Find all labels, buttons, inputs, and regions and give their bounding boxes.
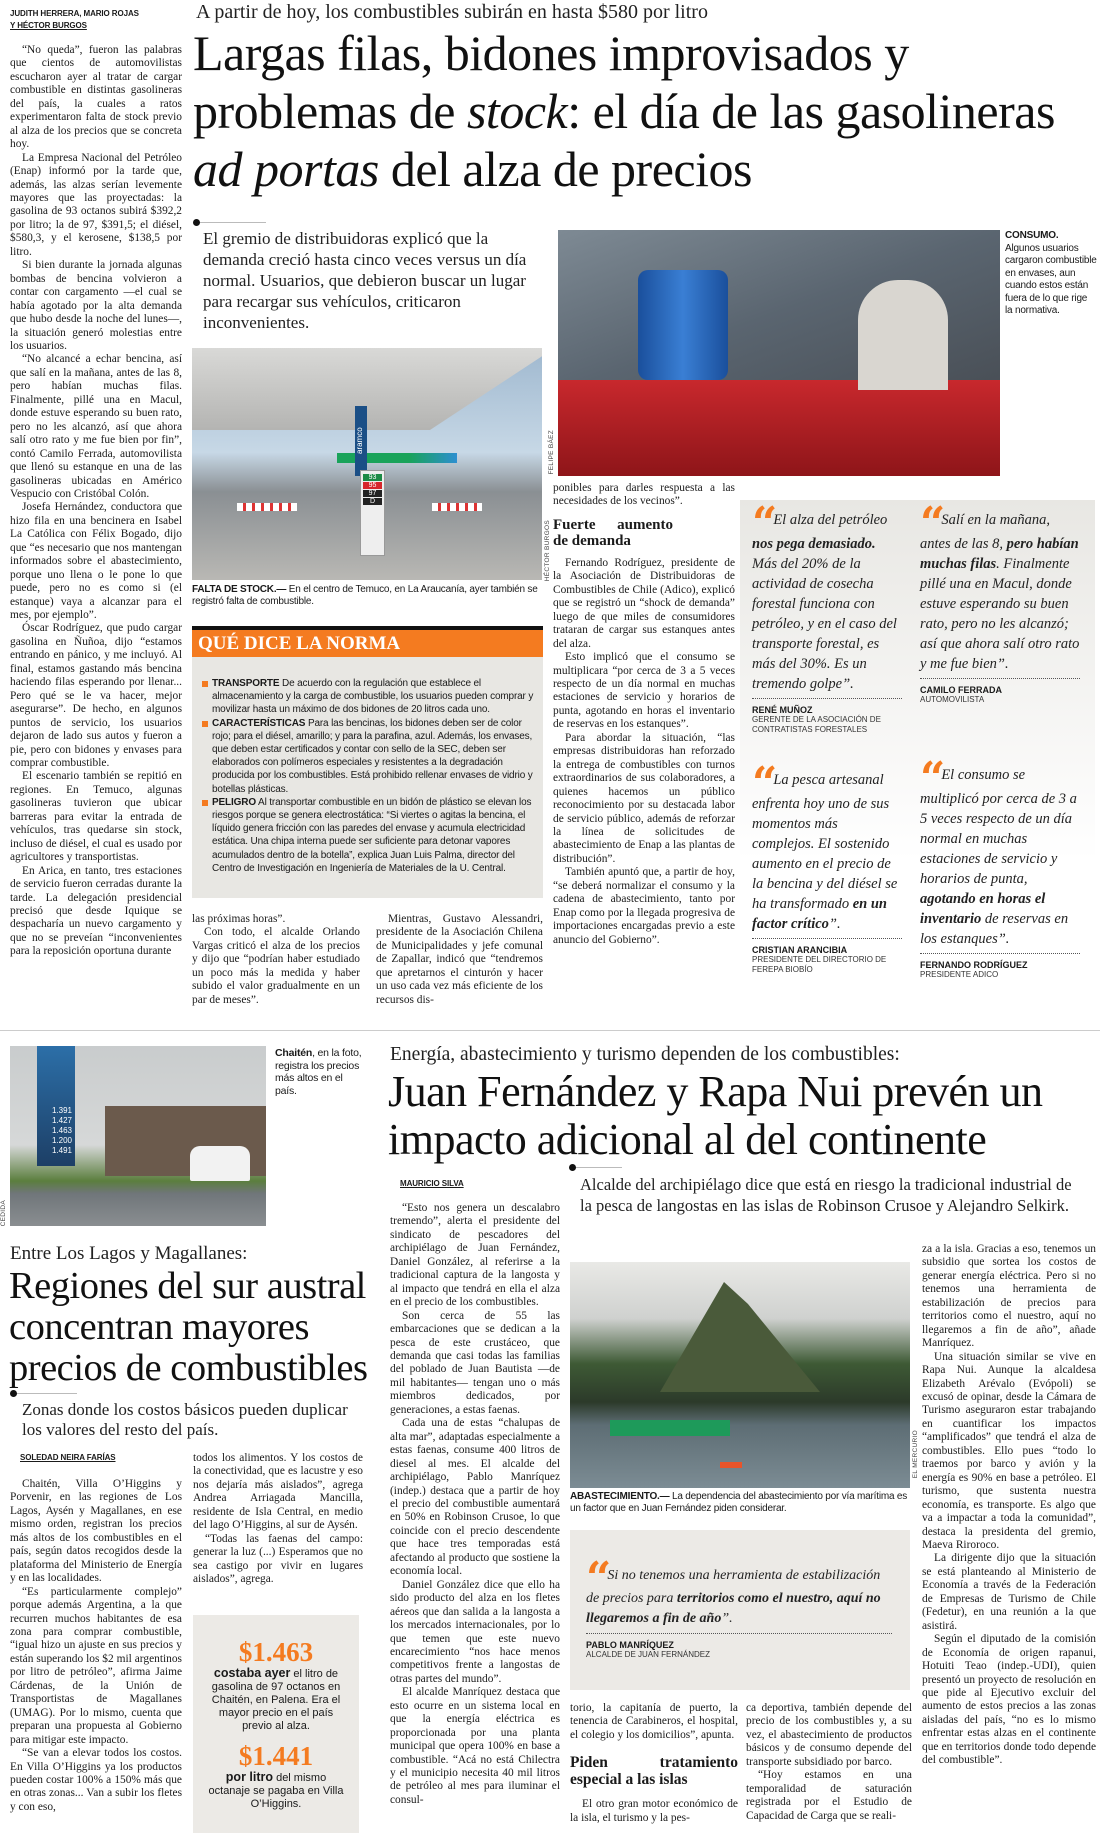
paragraph: Si bien durante la jornada algunas bombas de bencina volvieron a contar con cargamento —el cual se había agotado por la alta demanda que hubo desde la noche del lunes—, la situación generó molestias entre los usuarios. (10, 259, 182, 352)
article-column (10, 1478, 182, 1814)
factbox-text: por litro del mismo octanaje se pagaba en Villa O’Higgins. (208, 1770, 344, 1810)
norma-item (202, 717, 535, 796)
paragraph: Mientras, Gustavo Alessandri, presidente de la Asociación Chilena de Municipalidades y jefe comunal de Zapallar, indicó que “tendremos que apretarnos el cinturón y hacer un uso cada vez más eficiente de los recursos dis- (376, 913, 543, 1006)
price-value: 1.491 (51, 1146, 72, 1155)
deck: Zonas donde los costos básicos pueden duplicar los valores del resto del país. (22, 1400, 348, 1439)
norma-item-label: TRANSPORTE (212, 678, 280, 689)
quote-block (752, 758, 902, 974)
norma-item (202, 677, 535, 717)
pump-label: 95 (363, 482, 382, 489)
paragraph: ponibles para darles respuesta a las necesidades de los vecinos”. (553, 482, 735, 508)
divider (752, 938, 902, 939)
paragraph: Son cerca de 55 las embarcaciones que se dedican a la pesca de este crustáceo, que demanda que casi todas las familias del poblado de Juan Bautista —de mil habitantes— tengan uno o más miembros dedicados, por generaciones, a estas faenas. (390, 1309, 560, 1416)
paragraph: “Es particularmente complejo” porque además Argentina, a la que recurren muchos habitantes de esa zona para comprar combustible, “igual hizo un ajuste en sus precios y están superando los $2 mil argentinos por litro de petróleo”, afirma Jaime Cárdenas, de la Unión de Transportistas de Magallanes (UMAG). Por lo mismo, cuenta que preparan una propuesta al Gobierno para mitigar este impacto. (10, 1585, 182, 1746)
norma-item (202, 796, 535, 875)
norma-item-label: PELIGRO (212, 796, 256, 808)
byline: MAURICIO SILVA (400, 1179, 464, 1188)
quote-text: “ El consumo se multiplicó por cerca de 3 a 5 veces respecto de un día normal en muchas estaciones de servicio y horarios de punta, agotando en horas el inventario de reservas en los estanques”. (920, 753, 1077, 947)
norma-item-text: Para las bencinas, los bidones deben ser de color rojo; para el diésel, amarillo; y para la parafina, azul. Además, los envases, que deben estar certificados y contar con sello de la SEC, deben ser elaborados con polímeros especiales y resistentes a la degradación producida por los combustibles. Está prohibido rellenar envases de vidrio y botellas plásticas. (212, 717, 533, 795)
divider (920, 953, 1080, 954)
article-column (192, 913, 360, 1007)
paragraph: Con todo, el alcalde Orlando Vargas criticó el alza de los precios y dijo que “podrían haber estudiado un poco más la medida y haber subido el valor gradualmente en un par de meses”. (192, 926, 360, 1006)
price-value: 1.391 (51, 1106, 72, 1115)
paragraph: “No queda”, fueron las palabras que cientos de automovilistas escucharon ayer al tratar de cargar combustible en distintas gasolineras del país, la cuales a ratos experimentaron falta de stock previo al alza de los precios que se concreta hoy. (10, 44, 182, 151)
article-column (746, 1702, 912, 1823)
paragraph: “Esto nos genera un descalabro tremendo”, alerta el presidente del sindicato de pescadores del archipiélago de Juan Fernández, Daniel González, al referirse a la tradicional captura de la langosta y al impacto que tendrá en ella el alza en el precio de los combustibles. (390, 1202, 560, 1309)
boat (720, 1462, 742, 1468)
quote-role: AUTOMOVILISTA (920, 695, 985, 704)
quote-mark-icon: “ (586, 1553, 606, 1604)
paragraph: La Empresa Nacional del Petróleo (Enap) informó por la tarde que, además, las alzas serían levemente mayores que las proyectadas: la gasolina de 93 octanos subirá $392,2 por litro; la de 97, $391,5; el diésel, $580,3, y el kerosene, $138,5 por litro. (10, 151, 182, 258)
gas-station-photo (192, 348, 542, 580)
paragraphs (553, 557, 735, 947)
headline-italic: stock (466, 83, 568, 139)
photo-credit: FELIPE BÁEZ (548, 430, 555, 475)
article-column (922, 1243, 1096, 1768)
paragraph: las próximas horas”. (192, 913, 286, 925)
headline: Juan Fernández y Rapa Nui prevén un impacto adicional al del continente (388, 1067, 1043, 1164)
barrier (237, 503, 297, 511)
deck-rule (196, 222, 266, 223)
paragraph: za a la isla. Gracias a eso, tenemos un subsidio que sortea los costos de generar energía eléctrica. Pero si no tenemos una herramienta de estabilización de precios para territorios como el nuestro, aquí no llegaremos a fin de año”, añade Manríquez. (922, 1243, 1096, 1350)
paragraphs (570, 1798, 738, 1825)
quote-text: “ La pesca artesanal enfrenta hoy uno de sus momentos más complejos. El sostenido aumento en el precio de la bencina y del diésel se ha transformado en un factor crítico”. (752, 758, 898, 932)
quote-box (570, 1530, 910, 1690)
quote-block (752, 498, 902, 734)
caption-label: ABASTECIMIENTO.— (570, 1491, 670, 1502)
quote-mark-icon: “ (752, 758, 772, 809)
truck-refuel-photo (558, 230, 1000, 476)
quote-mark-icon: “ (920, 498, 940, 549)
section-divider (0, 1030, 1100, 1031)
divider (920, 678, 1080, 679)
price-sign (37, 1046, 75, 1166)
paragraph: torio, la capitanía de puerto, la tenencia de Carabineros, el hospital, el colegio y los domicilios”, apunta. (570, 1702, 738, 1741)
price-factbox (193, 1615, 359, 1833)
caption-label: CONSUMO. (1005, 230, 1059, 241)
paragraph: ca deportiva, también depende del precio de los combustibles y, a su vez, el abastecimiento de productos básicos y de consumo depende del transporte subsidiado por barco. (746, 1702, 912, 1768)
pump-label: 97 (363, 490, 382, 497)
quote-mark-icon: “ (752, 498, 772, 549)
paragraph: El alcalde Manríquez destaca que esto ocurre en un sistema local en que la energía eléctrica es proporcionada por una planta municipal que opera 100% en base a combustible. “Acá no está Chilectra y el municipio necesita 40 mil litros de petróleo al mes para iluminar el consul- (390, 1686, 560, 1806)
kicker: A partir de hoy, los combustibles subirán en hasta $580 por litro (196, 1, 708, 23)
article-column (390, 1202, 560, 1807)
photo-caption (275, 1047, 367, 1097)
divider (586, 1633, 892, 1634)
paragraph: La dirigente dijo que la situación se está planteando al Ministerio de Economía a través de la Federación de Empresas de Turismo de Chile (Fedetur), en una reunión a la que asistirá. (922, 1552, 1096, 1632)
pump-label: D (363, 498, 382, 505)
quote-mark-icon: “ (920, 753, 940, 804)
quote-text: “ Salí en la mañana, antes de las 8, pero habían muchas filas. Finalmente pillé una en Macul, donde estuve esperando su buen rato, pero no les alcanzó; así que ahora salí otro rato y me fue bien”. (920, 498, 1080, 672)
quote-role: GERENTE DE LA ASOCIACIÓN DE CONTRATISTAS FORESTALES (752, 715, 881, 734)
deck: El gremio de distribuidoras explicó que la demanda creció hasta cinco veces versus un día normal. Usuarios, que debieron buscar un lugar para recargar sus vehículos, criticaron inconvenientes. (203, 229, 527, 332)
deck: Alcalde del archipiélago dice que está en riesgo la tradicional industrial de la pesca de langostas en las islas de Robinson Crusoe y Alejandro Selkirk. (580, 1175, 1072, 1215)
quote-author: CAMILO FERRADA (920, 685, 1002, 695)
subheading: Fuerte aumento de demanda (553, 516, 673, 549)
quote-block (920, 753, 1080, 980)
norma-item-label: CARACTERÍSTICAS (212, 717, 306, 729)
paragraph: Fernando Rodríguez, presidente de la Asociación de Distribuidoras de Combustibles de Chile (Adico), explicó que se registró un “shock de demanda” luego de que miles de consumidores trataran de cargar sus estanques antes del alza. (553, 556, 735, 650)
paragraph: Para abordar la situación, “las empresas distribuidoras han reforzado la entrega de combustibles con turnos extraordinarios de sus colaboradores, a quienes hacemos un público reconocimiento por su destacada labor de servicio público, además de reforzar la línea de solicitudes de abastecimiento de Enap a las plantas de distribución”. (553, 731, 735, 865)
paragraph: En Arica, en tanto, tres estaciones de servicio fueron cerradas durante la tarde. La delegación presidencial precisó que desde Iquique se despacharía un nuevo cargamento y que no se preveían “inconvenientes para la reposición oportuna durante (10, 864, 182, 958)
caption-text: La dependencia del abastecimiento por vía marítima es un factor que en Juan Fernández piden considerar. (570, 1491, 908, 1514)
article-column (553, 482, 735, 947)
paragraph: Una situación similar se vive en Rapa Nui. Aunque la alcaldesa Elizabeth Arévalo (Evópoli) se excusó de opinar, desde la Cámara de Turismo aseguraron estar trabajando en cuantificar los impactos “amplificados” que tendrá el alza de combustibles. Ello pues “todo lo traemos por barco y avión y la energía es 90% en base a petróleo. El turismo, que sustenta nuestra economía, es transporte. Es algo que va a impactar a toda la comunidad”, destaca la presidenta del gremio, Maeva Riroroco. (922, 1350, 1096, 1551)
byline (10, 8, 185, 32)
photo-caption (1005, 230, 1097, 318)
paragraph: “No alcancé a echar bencina, así que salí en la mañana, antes de las 8, pero habían muchas filas. Finalmente, pillé una en Macul, donde estuve esperando su buen rato, pero no les alcanzó, así que ahora salí otro rato y me fue bien por fin”, contó Camilo Ferrada, automovilista que llenó su estanque en una de las gasolineras ubicadas en Américo Vespucio con Cristóbal Colón. (10, 353, 182, 500)
quote-role: ALCALDE DE JUAN FERNÁNDEZ (586, 1650, 711, 1659)
quote-role: PRESIDENTE ADICO (920, 970, 999, 979)
paragraph: Josefa Hernández, conductora que hizo fila en una bencinera en Isabel La Católica con Félix Bogado, dijo que “es necesario que nos mantengan informados sobre el abastecimiento, porque uno llena o le pone lo que puede, pero no es como si (el estanque) vaya a alcanzar para el mes, por ejemplo”. (10, 501, 182, 622)
blue-barrel (638, 270, 728, 380)
person (858, 280, 948, 390)
truck-bed (558, 380, 1000, 476)
caption-text: En el centro de Temuco, en La Araucanía, ayer también se registró falta de combustible. (192, 584, 538, 607)
deck-rule (572, 1167, 622, 1168)
barrier (432, 503, 482, 511)
headline-text: Largas filas, bidones improvisados y problemas de (193, 25, 909, 139)
caption-text: Algunos usuarios cargaron combustible en envases, aun cuando estos están fuera de lo que rige la normativa. (1005, 242, 1097, 316)
norma-title: QUÉ DICE LA NORMA (198, 633, 401, 654)
chaiten-station-photo (10, 1046, 266, 1226)
headline-text: : el día de las gasolineras (567, 83, 1055, 139)
paragraph: Daniel González dice que ello ha sido producto del alza en los fletes aéreos que dan salida a la langosta a los mercados internacionales, por lo que temen que este nuevo encarecimiento “nos hace menos competitivos frente a langostas de otras partes del mundo”. (390, 1578, 560, 1685)
photo-caption (192, 584, 544, 608)
fuel-pump (360, 470, 385, 556)
kicker: Energía, abastecimiento y turismo dependen de los combustibles: (390, 1044, 900, 1065)
quote-author: CRISTIAN ARANCIBIA (752, 945, 848, 955)
ship (610, 1420, 730, 1436)
car (190, 1146, 250, 1181)
paragraph: También apuntó que, a partir de hoy, “se deberá normalizar el consumo y la cadena de abastecimiento, tanto por Enap como por la llegada progresiva de importaciones encargadas previo a este anuncio del Gobierno”. (553, 866, 735, 946)
canopy (192, 348, 542, 430)
price-value: 1.463 (51, 1126, 72, 1135)
island-harbor-photo (570, 1262, 910, 1488)
byline-line: JUDITH HERRERA, MARIO ROJAS (10, 9, 139, 18)
price-value: 1.200 (51, 1136, 72, 1145)
photo-credit: EL MERCURIO (912, 1430, 919, 1479)
quote-role: PRESIDENTE DEL DIRECTORIO DE FEREPA BIOBÍO (752, 955, 887, 974)
paragraph: Chaitén, Villa O’Higgins y Porvenir, en las regiones de Los Lagos, Aysén y Magallanes, en ese mismo orden, registran los precios más altos de los combustibles en el país, según datos recogidos desde la plataforma del Ministerio de Energía y en las localidades. (10, 1478, 182, 1585)
mountain (660, 1282, 820, 1392)
norma-item-text: Al transportar combustible en un bidón de plástico se elevan los riesgos porque se genera electrostática: “Si viertes o agitas la bencina, el líquido genera fricción con las paredes del envase y acumula electricidad estática. Una chipa interna puede ser suficiente para detonar vapores acumulados dentro de la botella”, explica Juan Luis Palma, director del Centro de Investigación en Ingeniería de Materiales de la U. Central. (212, 796, 532, 874)
paragraph: El otro gran motor económico de la isla, el turismo y la pes- (570, 1798, 738, 1824)
norma-title-bar (192, 630, 543, 657)
quote-text: “ El alza del petróleo nos pega demasiado. Más del 20% de la actividad de cosecha forestal funciona con petróleo, y en el caso del transporte forestal, es más del 30%. Es un tremendo golpe”. (752, 498, 897, 692)
norma-box (192, 626, 543, 898)
norma-item-text: De acuerdo con la regulación que establece el almacenamiento y la carga de combustible, los usuarios pueden comprar y movilizar hasta un máximo de dos bidones de 20 litros cada uno. (212, 678, 534, 716)
paragraph: El escenario también se repitió en regiones. En Temuco, algunas gasolineras tuvieron que ubicar barreras para evitar la entrada de vehículos, tras quedarse sin stock, incluso de diésel, el cual es usado por agricultores y transportistas. (10, 770, 182, 864)
headline: Regiones del sur austral concentran mayores precios de combustibles (9, 1265, 368, 1389)
caption-label: FALTA DE STOCK.— (192, 584, 287, 595)
paragraph: “Se van a elevar todos los costos. En Villa O’Higgins ya los productos pueden costar 100% a 150% más que en otras zonas... Van a subir los fletes y con eso, (10, 1747, 182, 1813)
paragraph: “Hoy estamos en una temporalidad de saturación registrada por el Estudio de Capacidad de Carga que se reali- (746, 1769, 912, 1822)
article-column (193, 1452, 363, 1587)
quote-block (920, 498, 1080, 705)
paragraph: todos los alimentos. Y los costos de la conectividad, que es lacustre y eso nos dejaría más aislados”, agrega Andrea Arriagada Mancilla, residente de Isla Central, en medio del lago O’Higgins, al sur de Aysén. (193, 1452, 363, 1532)
divider (752, 698, 902, 699)
price-highlight: $1.463 (238, 1637, 314, 1667)
factbox-text: costaba ayer el litro de gasolina de 97 octanos en Chaitén, en Palena. Era el mayor precio en el país previo al alza. (211, 1666, 341, 1732)
quote-text: “ Si no tenemos una herramienta de estabilización de precios para territorios como el nuestro, aquí no llegaremos a fin de año”. (586, 1553, 881, 1626)
deck-rule (13, 1393, 77, 1394)
byline-line: Y HÉCTOR BURGOS (10, 21, 87, 30)
paragraph: Óscar Rodríguez, que pudo cargar gasolina en Ñuñoa, dijo “estamos entrando en pánico, y me incluyó. Al final, estamos gastando más bencina haciendo filas esperando por llenar... Pero qué se le va hacer, mejor asegurarse”. De hecho, en algunos puntos de servicio, los usuarios dejaron de lado sus autos y fueron a pie, pero con bidones y envases para comprar combustible. (10, 622, 182, 770)
price-highlight: $1.441 (238, 1741, 314, 1771)
photo-credit: HÉCTOR BURGOS (544, 520, 551, 582)
quote-author: FERNANDO RODRÍGUEZ (920, 960, 1028, 970)
paragraph: Cada una de estas “chalupas de alta mar”, adaptadas especialmente a estas faenas, consume 400 litros de diesel al mes. El alcalde del archipiélago, Pablo Manríquez (indep.) destaca que a partir de hoy el precio del combustible aumentará en 50% en Robinson Crusoe, lo que coincide con el precio descendente que hace tres temporadas está afectando al producto que sostiene la economía local. (390, 1417, 560, 1578)
kicker: Entre Los Lagos y Magallanes: (10, 1243, 248, 1264)
photo-caption (570, 1491, 912, 1515)
caption-text: , en la foto, registra los precios más altos en el país. (275, 1047, 362, 1097)
article-column (570, 1702, 738, 1825)
byline: SOLEDAD NEIRA FARÍAS (20, 1453, 116, 1462)
caption-label: Chaitén (275, 1047, 313, 1059)
paragraph: “Todas las faenas del campo: generar la luz (...) Esperamos que no sea castigo por vivir en lugares aislados”, agrega. (193, 1532, 363, 1586)
quote-author: PABLO MANRÍQUEZ (586, 1640, 674, 1650)
headline-text: del alza de precios (378, 141, 752, 197)
subheading: Piden tratamiento especial a las islas (570, 1754, 738, 1789)
paragraph: Según el diputado de la comisión de Economía de origen rapanui, Hotuiti Teao (indep.-UDI), quien presentó un proyecto de resolución en que pide al Ejecutivo excluir del aumento de estos precios a las zonas aisladas del país, “no es lo mismo enfrentar estas alzas en el continente que en territorios donde todo depende del combustible”. (922, 1633, 1096, 1767)
paragraph: Esto implicó que el consumo se multiplicara “por cerca de 3 a 5 veces respecto de un día normal en muchas estaciones de servicio y horarios de punta, agotando en horas el inventario de reservas en los estanques”. (553, 651, 735, 731)
headline (193, 24, 1098, 198)
headline-italic: ad portas (193, 141, 379, 197)
pump-label: 93 (363, 474, 382, 481)
photo-credit: CEDIDA (0, 1200, 7, 1227)
quote-author: RENÉ MUÑOZ (752, 705, 813, 715)
brand-pole: aramco (355, 406, 367, 476)
price-value: 1.427 (51, 1116, 72, 1125)
article-column (10, 44, 182, 1014)
article-column (376, 913, 543, 1007)
